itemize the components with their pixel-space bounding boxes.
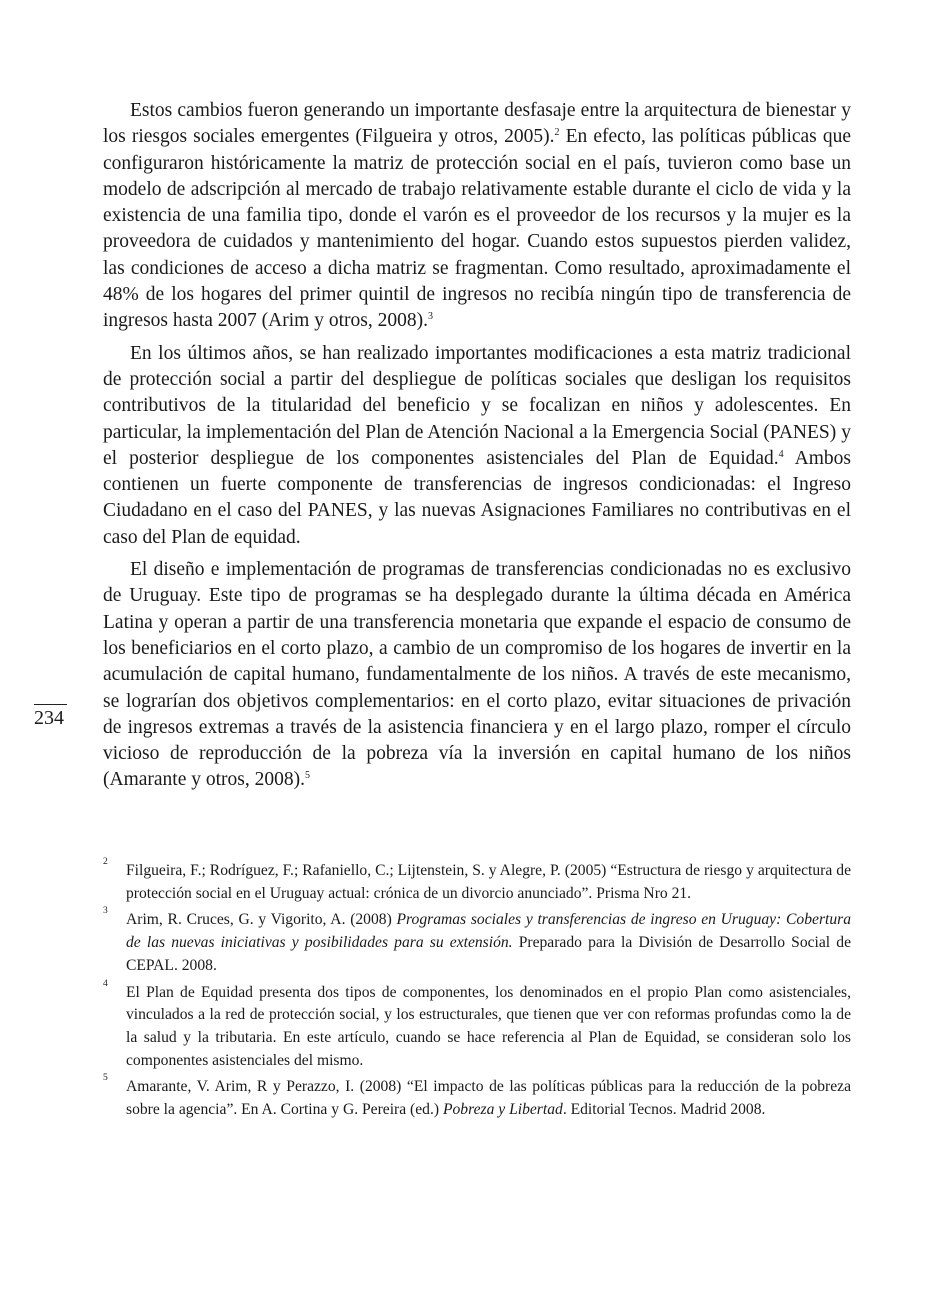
footnote-text: El Plan de Equidad presenta dos tipos de componentes, los denominados en el propio Plan como asistenciales, vinculados a la red de protección social, y los estructurales, que tienen que ver con reformas profundas como la de la salud y la tributaria. En este artículo, cuando se hace referencia al Plan de Equidad, se consideran solo los componentes asistenciales del mismo.: [126, 983, 851, 1069]
paragraph-2: En los últimos años, se han realizado importantes modificaciones a esta matriz tradicional de protección social a partir del despliegue de políticas sociales que desligan los requisitos contributivos de la titularidad del beneficio y se focalizan en niños y adolescentes. En particular, la implementación del Plan de Atención Nacional a la Emergencia Social (PANES) y el posterior despliegue de los componentes asistenciales del Plan de Equidad.$^4$ Ambos contienen un fuerte componente de transferencias de ingresos condicionadas: el Ingreso Ciudadano en el caso del PANES, y las nuevas Asignaciones Familiares no contributivas en el caso del Plan de equidad.: [103, 342, 851, 548]
footnote-ref-3[interactable]: 3: [427, 311, 433, 323]
footnotes: [103, 857, 852, 1126]
footnote-2: [103, 857, 851, 905]
page-number-rule: [34, 704, 67, 705]
footnote-text: Amarante, V. Arim, R y Perazzo, I. (2008) “El impacto de las políticas públicas para la reducción de la pobreza sobre la agencia”. En A. Cortina y G. Pereira (ed.) Pobreza y Libertad. Editorial Tecnos. Madrid 2008.: [126, 1078, 851, 1119]
footnote-mark: 5: [103, 1073, 108, 1084]
paragraph-1: Estos cambios fueron generando un importante desfasaje entre la arquitectura de bienestar y los riesgos sociales emergentes (Filgueira y otros, 2005).$^2$ En efecto, las políticas públicas que configuraron históricamente la matriz de protección social en el país, tuvieron como base un modelo de adscripción al mercado de trabajo relativamente estable durante el ciclo de vida y la existencia de una familia tipo, donde el varón es el proveedor de los recursos y la mujer es la proveedora de cuidados y mantenimiento del hogar. Cuando estos supuestos pierden validez, las condiciones de acceso a dicha matriz se fragmentan. Como resultado, aproximadamente el 48% de los hogares del primer quintil de ingresos no recibía ningún tipo de transferencia de ingresos hasta 2007 (Arim y otros, 2008).$^3$: [103, 100, 851, 332]
footnote-mark: 2: [103, 857, 108, 867]
footnote-mark: 4: [103, 978, 108, 989]
footnote-ref-5[interactable]: 5: [305, 770, 310, 782]
footnote-mark: 3: [103, 906, 108, 917]
footnote-4: [103, 978, 851, 1073]
page-number: 234: [34, 707, 64, 729]
footnote-text: Filgueira, F.; Rodríguez, F.; Rafaniello, C.; Lijtenstein, S. y Alegre, P. (2005) “Estructura de riesgo y arquitectura de protección social en el Uruguay actual: crónica de un divorcio anunciado”. Prisma Nro 21.: [126, 862, 851, 902]
footnote-title: Pobreza y Libertad: [442, 1101, 563, 1119]
footnote-3: [103, 906, 852, 977]
footnote-ref-2[interactable]: 2: [554, 127, 560, 139]
page-number-block: [34, 704, 68, 729]
footnote-title: Programas sociales y transferencias de ingreso en Uruguay: Cobertura de las nuevas iniciativas y posibilidades para su extensión.: [126, 911, 852, 952]
footnote-text: Arim, R. Cruces, G. y Vigorito, A. (2008) Programas sociales y transferencias de ingreso en Uruguay: Cobertura de las nuevas iniciativas y posibilidades para su extensión. Preparado para la División de Desarrollo Social de CEPAL. 2008.: [126, 911, 852, 974]
footnote-5: [103, 1073, 851, 1121]
paragraph-3: El diseño e implementación de programas de transferencias condicionadas no es exclusivo de Uruguay. Este tipo de programas se ha desplegado durante la última década en América Latina y operan a partir de una transferencia monetaria que expande el espacio de consumo de los beneficiarios en el corto plazo, a cambio de un compromiso de los hogares de invertir en la acumulación de capital humano, fundamentalmente de los niños. A través de este mecanismo, se lograrían dos objetivos complementarios: en el corto plazo, evitar situaciones de privación de ingresos extremas a través de la asistencia financiera y en el largo plazo, romper el círculo vicioso de reproducción de la pobreza vía la inversión en capital humano de los niños (Amarante y otros, 2008).$^5$: [103, 559, 851, 791]
footnote-ref-4[interactable]: 4: [778, 448, 784, 460]
body-text: [103, 98, 851, 800]
